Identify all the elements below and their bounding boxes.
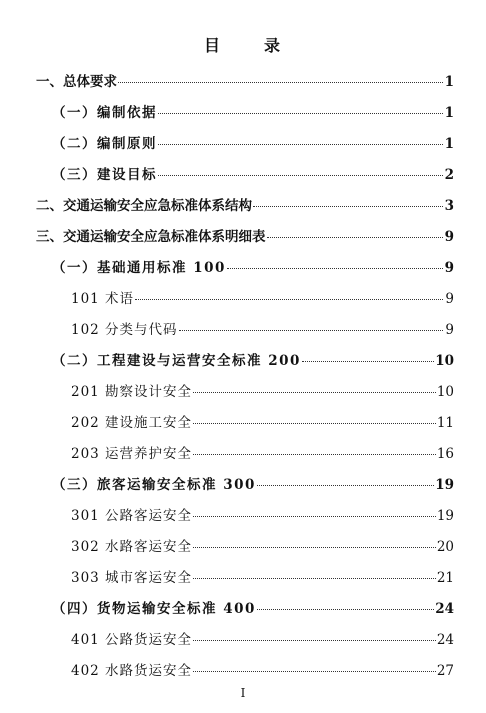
dot-leader bbox=[158, 174, 443, 176]
dot-leader bbox=[227, 267, 443, 269]
toc-entry[interactable] bbox=[52, 103, 454, 123]
toc-entry-label: 203 运营养护安全 bbox=[71, 446, 193, 462]
toc-entry[interactable] bbox=[71, 506, 454, 526]
toc-entry-label: 402 水路货运安全 bbox=[71, 663, 193, 679]
dot-leader bbox=[193, 391, 436, 393]
toc-entry-label: 401 公路货运安全 bbox=[71, 632, 193, 648]
toc-entry-page: 9 bbox=[444, 260, 454, 276]
toc-entry-page: 9 bbox=[445, 291, 454, 307]
toc-entry-page: 1 bbox=[444, 105, 454, 121]
dot-leader bbox=[193, 577, 436, 579]
toc-entry-label: （三）旅客运输安全标准 300 bbox=[52, 477, 256, 493]
dot-leader bbox=[158, 112, 443, 114]
toc-entry-page: 2 bbox=[444, 167, 454, 183]
dot-leader bbox=[257, 484, 434, 486]
dot-leader bbox=[253, 205, 443, 207]
toc-entry-label: 301 公路客运安全 bbox=[71, 508, 193, 524]
toc-entry-label: 102 分类与代码 bbox=[71, 322, 178, 338]
dot-leader bbox=[193, 546, 436, 548]
toc-entry[interactable] bbox=[71, 444, 454, 464]
dot-leader bbox=[179, 329, 443, 331]
toc-entry[interactable] bbox=[71, 537, 454, 557]
toc-entry-label: 三、交通运输安全应急标准体系明细表 bbox=[36, 229, 266, 245]
page-title: 目 录 bbox=[203, 36, 294, 55]
toc-entry-page: 9 bbox=[445, 322, 454, 338]
toc-entry-label: 二、交通运输安全应急标准体系结构 bbox=[36, 198, 252, 214]
toc-entry[interactable] bbox=[71, 568, 454, 588]
dot-leader bbox=[193, 639, 436, 641]
toc-entry-page: 11 bbox=[436, 415, 454, 431]
toc-entry-page: 3 bbox=[444, 198, 454, 214]
toc-entry-label: （二）工程建设与运营安全标准 200 bbox=[52, 353, 301, 369]
toc-entry[interactable] bbox=[71, 413, 454, 433]
toc-entry[interactable] bbox=[71, 320, 454, 340]
toc-entry-page: 1 bbox=[444, 74, 454, 90]
dot-leader bbox=[302, 360, 434, 362]
dot-leader bbox=[118, 81, 443, 83]
toc-entry-label: （一）编制依据 bbox=[52, 105, 157, 121]
toc-entry[interactable] bbox=[52, 351, 454, 371]
toc-entry[interactable] bbox=[52, 134, 454, 154]
toc-entry-page: 1 bbox=[444, 136, 454, 152]
dot-leader bbox=[135, 298, 443, 300]
toc-entry[interactable] bbox=[71, 630, 454, 650]
dot-leader bbox=[193, 515, 436, 517]
dot-leader bbox=[193, 453, 436, 455]
toc-entry[interactable] bbox=[52, 599, 454, 619]
toc-entry-label: （三）建设目标 bbox=[52, 167, 157, 183]
toc-entry[interactable] bbox=[52, 258, 454, 278]
toc-entry[interactable] bbox=[52, 475, 454, 495]
dot-leader bbox=[193, 422, 436, 424]
toc-entry[interactable] bbox=[71, 661, 454, 681]
toc-entry-label: 303 城市客运安全 bbox=[71, 570, 193, 586]
toc-entry-label: 一、总体要求 bbox=[36, 74, 117, 90]
toc-entry-page: 24 bbox=[435, 601, 454, 617]
dot-leader bbox=[158, 143, 443, 145]
toc-entry[interactable] bbox=[52, 165, 454, 185]
toc-entry-page: 10 bbox=[436, 384, 454, 400]
toc-entry[interactable] bbox=[36, 196, 454, 216]
toc-entry-label: 101 术语 bbox=[71, 291, 135, 307]
toc-entry-page: 21 bbox=[436, 570, 454, 586]
toc-entry-label: 201 勘察设计安全 bbox=[71, 384, 193, 400]
dot-leader bbox=[267, 236, 444, 238]
toc-entry-page: 10 bbox=[435, 353, 454, 369]
toc-entry-label: 202 建设施工安全 bbox=[71, 415, 193, 431]
page-number-footer: I bbox=[240, 686, 246, 700]
toc-entry-page: 19 bbox=[436, 508, 454, 524]
toc-entry-page: 9 bbox=[444, 229, 454, 245]
toc-entry-label: 302 水路客运安全 bbox=[71, 539, 193, 555]
toc-entry[interactable] bbox=[71, 289, 454, 309]
toc-entry-page: 27 bbox=[436, 663, 454, 679]
toc-entry-label: （一）基础通用标准 100 bbox=[52, 260, 226, 276]
toc-entry-page: 24 bbox=[436, 632, 454, 648]
toc-entry-page: 20 bbox=[436, 539, 454, 555]
toc-entry-page: 16 bbox=[436, 446, 454, 462]
toc-entry-page: 19 bbox=[435, 477, 454, 493]
dot-leader bbox=[257, 608, 434, 610]
toc-entry[interactable] bbox=[36, 227, 454, 247]
toc-entry[interactable] bbox=[36, 72, 454, 92]
toc-entry[interactable] bbox=[71, 382, 454, 402]
toc-entry-label: （二）编制原则 bbox=[52, 136, 157, 152]
toc-entry-label: （四）货物运输安全标准 400 bbox=[52, 601, 256, 617]
dot-leader bbox=[193, 670, 436, 672]
